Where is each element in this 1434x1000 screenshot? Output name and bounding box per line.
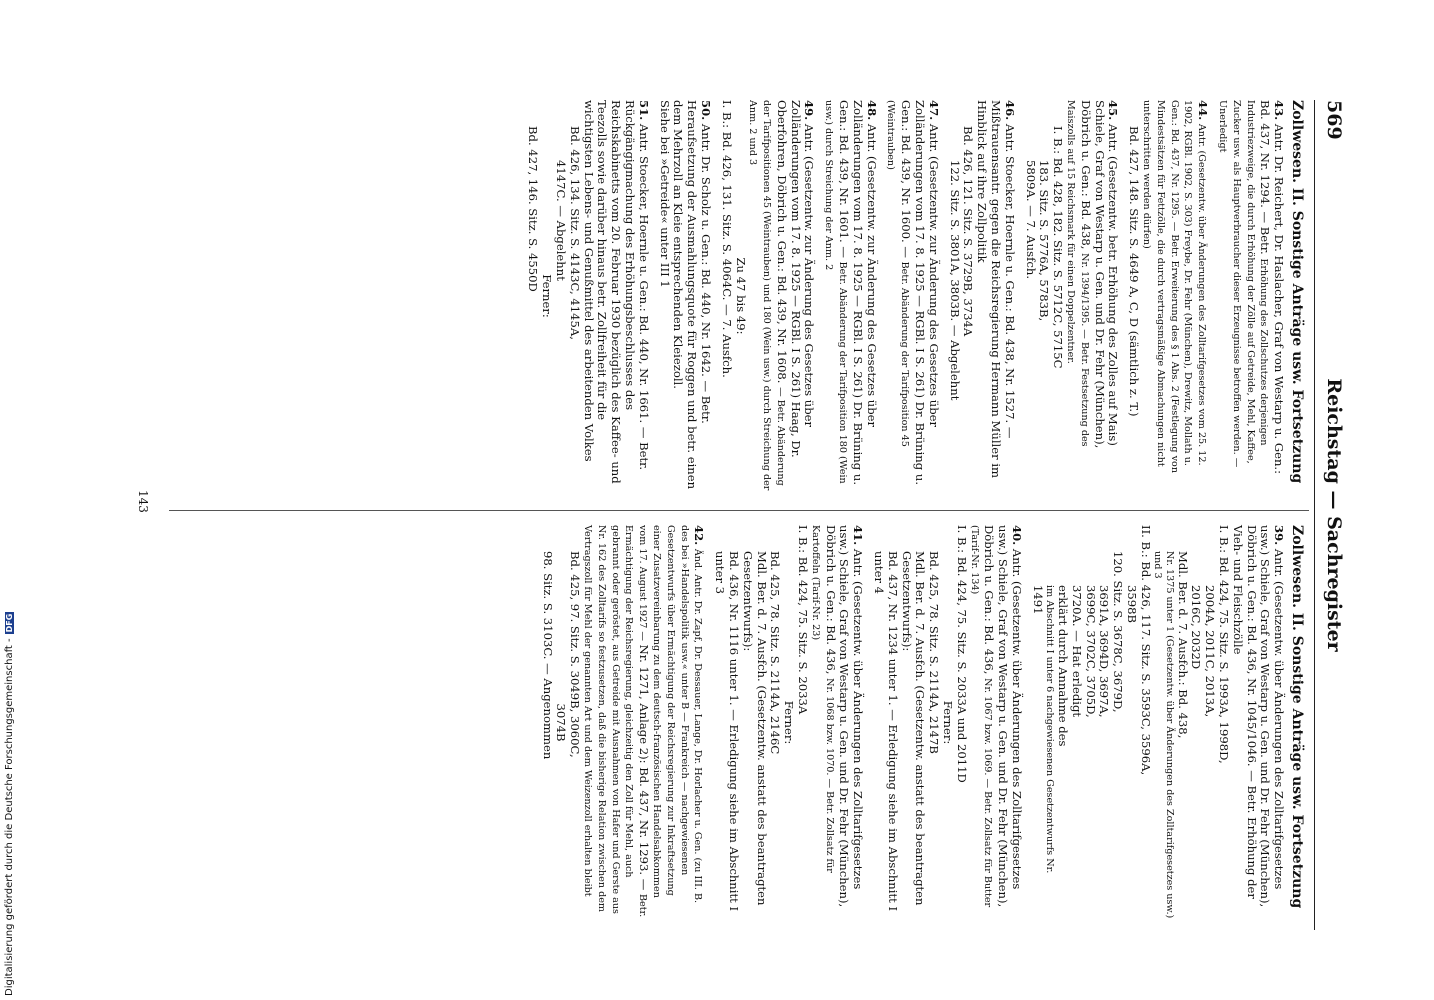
header-rule — [1314, 100, 1315, 930]
footer-page-number: 143 — [136, 490, 150, 513]
entry-49: 49. Antr. (Gesetzentw. zur Änderung des Gesetzes über Zolländerungen vom 17. 8. 1925 — RGBl. I S. 261) Haag, Dr. Oberfohren, Döbrich u. Gen.: Bd. 439, Nr. 1608. — Betr. Abänderung der Tarifpositionen 45 (Weintrauben) und 180 (Wein usw.) durch Streichung der Anm. 2 und 3 Zu 47 bis 49: I. B.: Bd. 426, 131. Sitz. S. 4064C. — 7. Ausfch. — [719, 100, 817, 491]
section-heading: Zollwesen. II. Sonstige Anträge usw. Fortsetzung — [1289, 525, 1305, 909]
section-heading: Zollwesen. II. Sonstige Anträge usw. Fortsetzung — [1289, 100, 1305, 484]
entry-47: 47. Antr. (Gesetzentw. zur Änderung des Gesetzes über Zolländerungen vom 17. 8. 1925 — RGBl. I S. 261) Dr. Brüning u. Gen.: Bd. 439, Nr. 1600. — Betr. Abänderung der Tarifposition 45 (Weintrauben) — [885, 100, 941, 486]
left-column — [519, 100, 1309, 492]
entry-40: 40. Antr. (Gesetzentw. über Änderungen des Zolltarifgesetzes usw.) Schiele, Graf von Westarp u. Gen. und Dr. Fehr (München), Döbrich u. Gen.: Bd. 436, Nr. 1067 bzw. 1069. — Betr. Zollsatz für Butter (Tarif-Nr. 134) I. B.: Bd. 424, 75. Sitz. S. 2033A und 2011D Ferner: Bd. 425, 78. Sitz. S. 2114A, 2147B Mdl. Ber. d. 7. Ausfch. (Gesetzentw. anstatt des beantragten Gesetzentwurfs): Bd. 437, Nr. 1234 unter 1. — Erledigung siehe im Abschnitt I unter 4 — [871, 525, 1024, 912]
entry-39: 39. Antr. (Gesetzentw. über Änderungen des Zolltarifgesetzes usw.) Schiele, Graf von Westarp u. Gen. und Dr. Fehr (München), Döbrich u. Gen.: Bd. 436, Nr. 1045/1046. — Betr. Erhöhung der Vieh- und Fleischzölle I. B.: Bd. 424, 75. Sitz. S. 1993A, 1998D, 2004A, 2011C, 2013A, 2016C, 2032D Mdl. Ber. d. 7. Ausfch.: Bd. 438, Nr. 1375 unter 1 (Gesetzentw. über Änderungen des Zolltarifgesetzes usw.) und 3 II. B.: Bd. 426, 117. Sitz. S. 3593C, 3596A, 3598B 120. Sitz. S. 3678C, 3679D, 3691A, 3694D, 3697A, 3699C, 3702C, 3705D, 3720A. — Hat erledigt erklärt durch Annahme des im Abschnitt I unter 6 nachgewiesenen Gesetzentwurfs Nr. 1491 — [1030, 525, 1287, 919]
entry-45: 45. Antr. (Gesetzentw. betr. Erhöhung des Zolles auf Mais) Schiele, Graf von Westarp u. Gen. und Dr. Fehr (München), Döbrich u. Gen.: Bd. 438, Nr. 1394/1395. — Betr. Festsetzung des Maiszolls auf 15 Reichsmark für einen Doppelzentner. I. B.: Bd. 428, 182. Sitz. S. 5712C, 5715C 183. Sitz. S. 5776A, 5783B, 5809A. — 7. Ausfch. — [1023, 100, 1121, 449]
dfg-logo: DFG — [5, 613, 14, 633]
entry-51: 51. Antr. Stoecker, Hoernle u. Gen.: Bd. 440, Nr. 1661. — Betr. Rückgängigmachung des Erhöhungsbeschlusses des Reichskabinetts vom 20. Februar 1930 bezüglich des Kaffee- und Teezolls sowie darüber hinaus betr. Zollfreiheit für die wichtigsten Lebens- und Genußmittel des arbeitenden Volkes Bd. 426, 134. Sitz. S. 4143C, 4145A, 4147C. — Abgelehnt Ferner: Bd. 427, 146. Sitz. S. 4550D — [526, 100, 651, 484]
entry-46: 46. Antr. Stoecker, Hoernle u. Gen.: Bd. 438, Nr. 1527. — Mißtrauensantr. gegen die Reichsregierung Hermann Müller im Hinblick auf ihre Zollpolitik Bd. 426, 121. Sitz. S. 3729B, 3734A 122. Sitz. S. 3801A, 3803B. — Abgelehnt — [947, 100, 1017, 479]
entry-41: 41. Antr. (Gesetzentw. über Änderungen des Zolltarifgesetzes usw.) Schiele, Graf von Westarp u. Gen. und Dr. Fehr (München), Döbrich u. Gen.: Bd. 436, Nr. 1068 bzw. 1070. — Betr. Zollsatz für Kartoffeln (Tarif-Nr. 23) I. B.: Bd. 424, 75. Sitz. S. 2033A Ferner: Bd. 425, 78. Sitz. S. 2114A, 2146C Mdl. Ber. d. 7. Ausfch. (Gesetzentw. anstatt des beantragten Gesetzentwurfs): Bd. 436, Nr. 1116 unter 1. — Erledigung siehe im Abschnitt I unter 3 — [713, 525, 866, 912]
credit-text: Digitalisierung gefördert durch die Deutsche Forschungsgemeinschaft - — [4, 638, 15, 996]
running-header — [1317, 100, 1345, 930]
header-title: Reichstag — Sachregister — [1323, 378, 1345, 652]
digitization-credit — [4, 612, 15, 996]
entry-43: 43. Antr. Dr. Reichert, Dr. Haslacher, Graf von Westarp u. Gen.: Bd. 437, Nr. 1294. — Betr. Erhöhung des Zollschutzes derjenigen Industriezweige, die durch Erhöhung der Zölle auf Getreide, Mehl, Kaffee, Zucker usw. als Hauptverbraucher dieser Erzeugnisse betroffen werden. — Unerledigt — [1217, 100, 1287, 475]
column-divider — [169, 510, 1309, 511]
entry-42: 42. Änd. Antr. Dr. Zapf, Dr. Dessauer, Lange, Dr. Horlacher u. Gen. (zu III. B. des bei »Handelspolitik usw.« unter B — Frankreich — nachgewiesenen Gesetzentwurfs über Ermächtigung der Reichsregierung zur Inkraftsetzung einer Zusatzvereinbarung zu dem deutsch-französischen Handelsabkommen vom 17. August 1927 — Nr. 1271, Anlage 2): Bd. 437, Nr. 1293. — Betr. Ermächtigung der Reichsregierung, gleichzeitig den Zoll für Mehl, auch gebrannt oder geröstet, aus Getreide mit Ausnahmen von Hafer und Gerste aus Nr. 162 des Zolltarifs so festzusetzen, daß die bisherige Relation zwischen dem Vertragszoll für Mehl der genannten Art und dem Weizenzoll erhalten bleibt Bd. 425, 97. Sitz. S. 3049B, 3060C, 3074B 98. Sitz. S. 3103C. — Angenommen — [540, 525, 707, 918]
header-page-number: 569 — [1323, 100, 1345, 140]
rotated-document-page — [125, 100, 1345, 930]
right-column — [533, 525, 1309, 920]
entry-48: 48. Antr. (Gesetzentw. zur Änderung des Gesetzes über Zolländerungen vom 17. 8. 1925 — RGBl. I S. 261) Dr. Brüning u. Gen.: Bd. 439, Nr. 1601. — Betr. Abänderung der Tarifposition 180 (Wein usw.) durch Streichung der Anm. 2 — [823, 100, 879, 486]
entry-44: 44. Antr. (Gesetzentw. über Änderungen des Zolltarifgesetzes vom 25. 12. 1902, RGBl. 1902, S. 303) Freybe, Dr. Fehr (München), Drewitz, Mollath u. Gen.: Bd. 437, Nr. 1295. — Betr. Erweiterung des § 1 Abs. 2 (Festlegung von Mindestsätzen für Fettzölle, die durch vertragsmäßige Abmachungen nicht unterschritten werden dürfen) Bd. 427, 148. Sitz. S. 4649 A, C, D (sämtlich z. T.) — [1127, 100, 1211, 473]
entry-50: 50. Antr. Dr. Scholz u. Gen.: Bd. 440, Nr. 1642. — Betr. Heraufsetzung der Ausmahlungsquote für Roggen und betr. einen dem Mehrzoll an Kleie entsprechenden Kleiezoll. Siehe bei »Getreide« unter III 1 — [657, 100, 713, 490]
